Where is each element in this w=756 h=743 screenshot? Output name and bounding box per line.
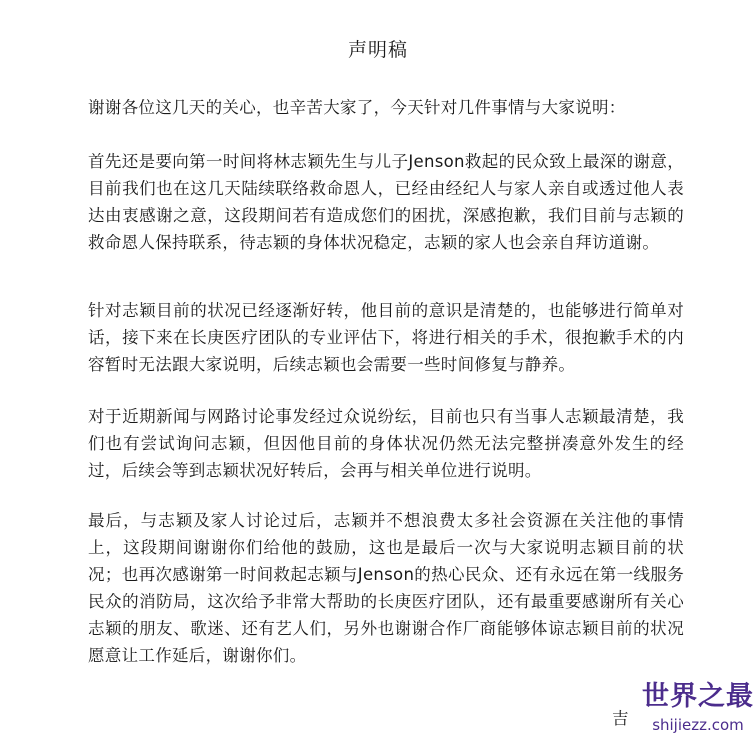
watermark-logo-text: 世界之最 xyxy=(642,681,754,712)
paragraph-condition-update: 针对志颖目前的状况已经逐渐好转，他目前的意识是清楚的，也能够进行简单对话，接下来在长庚医疗团队的专业评估下，将进行相关的手术，很抱歉手术的内容暂时无法跟大家说明，后续志颖也会需要一些时间修复与静养。 xyxy=(88,301,684,374)
paragraph-incident-details: 对于近期新闻与网路讨论事发经过众说纷纭，目前也只有当事人志颖最清楚，我们也有尝试询问志颖，但因他目前的身体状况仍然无法完整拼凑意外发生的经过，后续会等到志颖状况好转后，会再与相关单位进行说明。 xyxy=(88,407,684,480)
paragraph-greeting: 谢谢各位这几天的关心，也辛苦大家了，今天针对几件事情与大家说明： xyxy=(88,98,626,117)
paragraph-closing-thanks: 最后，与志颖及家人讨论过后，志颖并不想浪费太多社会资源在关注他的事情上，这段期间谢谢你们给他的鼓励，这也是最后一次与大家说明志颖目前的状况；也再次感谢第一时间救起志颖与Jenson的热心民众、还有永远在第一线服务民众的消防局，这次给予非常大帮助的长庚医疗团队，还有最重要感谢所有关心志颖的朋友、歌迷、还有艺人们，另外也谢谢合作厂商能够体谅志颖目前的状况愿意让工作延后，谢谢你们。 xyxy=(88,511,684,665)
document-title: 声明稿 xyxy=(347,39,408,61)
paragraph-thanks-rescuers: 首先还是要向第一时间将林志颖先生与儿子Jenson救起的民众致上最深的谢意，目前我们也在这几天陆续联络救命恩人，已经由经纪人与家人亲自或透过他人表达由衷感谢之意，这段期间若有造成您们的困扰，深感抱歉，我们目前与志颖的救命恩人保持联系，待志颖的身体状况稳定，志颖的家人也会亲自拜访道谢。 xyxy=(88,152,684,252)
watermark-url: shijiezz.com xyxy=(652,716,744,734)
site-watermark xyxy=(640,680,756,743)
signature-partial: 吉 xyxy=(612,709,629,728)
